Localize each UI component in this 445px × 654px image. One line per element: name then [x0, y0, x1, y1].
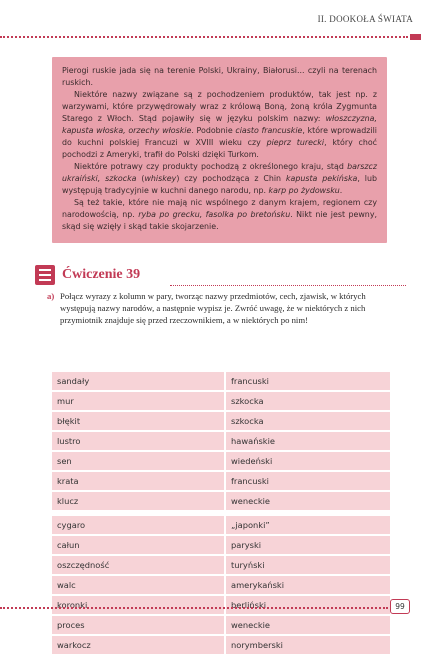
info-text: ) czy pochodząca z Chin [176, 174, 286, 183]
info-text: ( [136, 174, 145, 183]
table-row [52, 555, 390, 575]
left-word: krata [52, 471, 225, 491]
info-paragraph-1 [62, 65, 377, 89]
info-emphasis: karp po żydowsku [268, 186, 340, 195]
left-word: sen [52, 451, 225, 471]
exercise-letter: a) [47, 291, 55, 301]
info-text: Niektóre potrawy czy produkty pochodzą z określonego kraju, stąd [74, 162, 348, 171]
right-word: wiedeński [225, 451, 390, 471]
info-paragraph-3 [62, 161, 377, 197]
info-text: , lub występują tradycyjnie w kuchni danego narodu, np. [62, 174, 377, 195]
right-word: weneckie [225, 615, 390, 635]
right-word: francuski [225, 471, 390, 491]
top-dotted-rule [0, 36, 408, 38]
left-word: błękit [52, 411, 225, 431]
exercise-dotted-rule [170, 285, 406, 286]
info-emphasis: kapusta pekińska [285, 174, 358, 183]
info-emphasis: włoszczyzna, kapusta włoska, orzechy włoskie [62, 114, 377, 135]
info-text: . Nikt nie jest pewny, skąd się wzięły i skąd takie skojarzenie. [62, 210, 377, 231]
table-row [52, 635, 390, 654]
info-paragraph-4 [62, 197, 377, 233]
info-text: Pierogi ruskie jada się na terenie Polski, Ukrainy, Białorusi... czyli na terenach ruskich. [62, 66, 377, 87]
table-row [52, 615, 390, 635]
exercise-list-icon [35, 265, 55, 285]
right-word: turyński [225, 555, 390, 575]
right-word: francuski [225, 371, 390, 391]
table-row [52, 451, 390, 471]
right-word: norymberski [225, 635, 390, 654]
page-number: 99 [390, 599, 410, 614]
table-row [52, 535, 390, 555]
left-word: koronki [52, 595, 225, 615]
table-row [52, 575, 390, 595]
info-box [52, 57, 387, 243]
top-rule-marker [410, 34, 421, 40]
left-word: lustro [52, 431, 225, 451]
exercise-instruction [47, 290, 388, 326]
table-row [52, 491, 390, 513]
left-word: klucz [52, 491, 225, 513]
right-word: szkocka [225, 391, 390, 411]
left-word: warkocz [52, 635, 225, 654]
table-row [52, 595, 390, 615]
info-text: , który choć pochodzi z Ameryki, trafił do Polski dzięki Turkom. [62, 138, 377, 159]
info-text: , które wprowadzili do kuchni polskiej Francuzi w XVIII wieku czy [62, 126, 377, 147]
right-word: paryski [225, 535, 390, 555]
table-row [52, 391, 390, 411]
info-emphasis: ciasto francuskie [235, 126, 303, 135]
left-word: całun [52, 535, 225, 555]
info-emphasis: ryba po grecku, fasolka po bretońsku [138, 210, 291, 219]
info-text: Niektóre nazwy związane są z pochodzeniem produktów, tak jest np. z warzywami, które przywędrowały wraz z królową Boną, żoną króla Zygmunta Starego z Włoch. Stąd pojawiły się w języku polskim nazwy: [62, 90, 377, 123]
info-emphasis: barszcz ukraiński, szkocka [62, 162, 377, 183]
left-word: sandały [52, 371, 225, 391]
left-word: mur [52, 391, 225, 411]
right-word: amerykański [225, 575, 390, 595]
info-paragraph-2 [62, 89, 377, 161]
info-text: Są też takie, które nie mają nic wspólnego z danym krajem, regionem czy narodowością, np. [62, 198, 377, 219]
info-text: . Podobnie [191, 126, 236, 135]
word-pairs-table [52, 370, 390, 654]
right-word: szkocka [225, 411, 390, 431]
exercise-title: Ćwiczenie 39 [62, 267, 141, 282]
left-word: cygaro [52, 513, 225, 535]
right-word: weneckie [225, 491, 390, 513]
table-row [52, 371, 390, 391]
right-word: „japonki” [225, 513, 390, 535]
info-text: . [339, 186, 343, 195]
info-emphasis: pieprz turecki [266, 138, 325, 147]
table-row [52, 431, 390, 451]
left-word: oszczędność [52, 555, 225, 575]
left-word: walc [52, 575, 225, 595]
info-emphasis: whiskey [144, 174, 177, 183]
right-word: berliński [225, 595, 390, 615]
instruction-text: Połącz wyrazy z kolumn w pary, tworząc nazwy przedmiotów, cech, zjawisk, w których występują nazwy narodów, a następnie wypisz je. Zwróć uwagę, że w niektórych z nich przymiotnik znajduje się przed rzeczownikiem, a w niektórych po nim! [60, 291, 366, 325]
chapter-header: II. DOOKOŁA ŚWIATA [317, 14, 413, 24]
table-row [52, 411, 390, 431]
table-row [52, 471, 390, 491]
table-row [52, 513, 390, 535]
bottom-dotted-rule [0, 607, 388, 609]
left-word: proces [52, 615, 225, 635]
right-word: hawańskie [225, 431, 390, 451]
